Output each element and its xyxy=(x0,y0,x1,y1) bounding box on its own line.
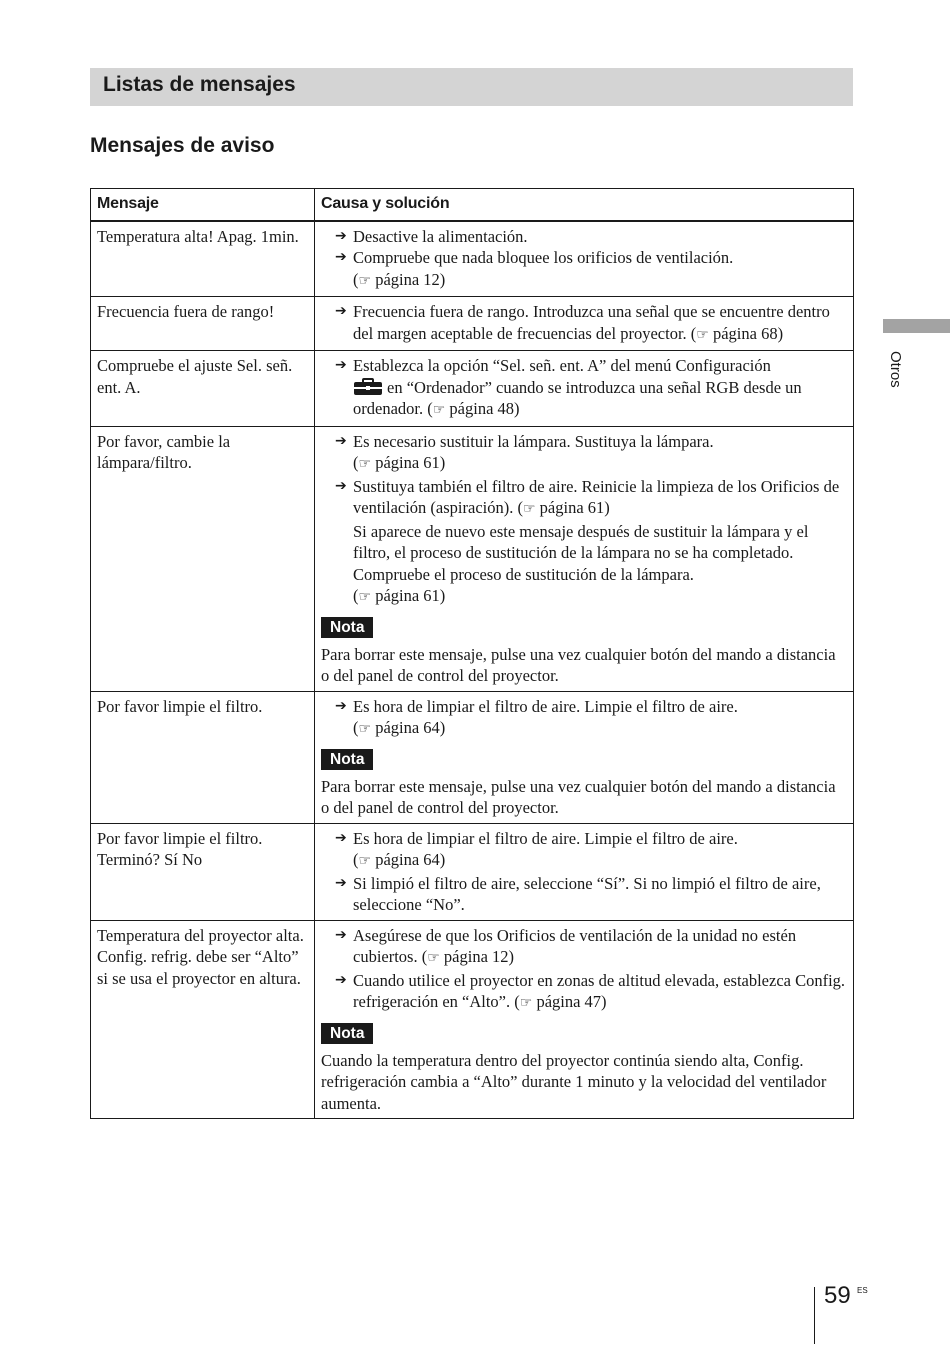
message-cell: Temperatura alta! Apag. 1min. xyxy=(91,221,315,297)
table-header-row xyxy=(91,189,854,221)
table-row xyxy=(91,351,854,427)
note-badge: Nota xyxy=(321,617,373,638)
note-badge: Nota xyxy=(321,1023,373,1044)
note-text: Para borrar este mensaje, pulse una vez cualquier botón del mando a distancia o del panel de control del proyector. xyxy=(321,644,836,685)
table-row xyxy=(91,221,854,297)
message-cell: Temperatura del proyector alta. Config. refrig. debe ser “Alto” si se usa el proyector en altura. xyxy=(91,920,315,1119)
pointing-hand-icon: ☞ xyxy=(519,995,533,1011)
arrow-right-icon: ➔ xyxy=(335,227,347,244)
arrow-right-icon: ➔ xyxy=(335,697,347,714)
note-text: Cuando la temperatura dentro del proyector continúa siendo alta, Config. refrigeración cambia a “Alto” durante 1 minuto y la velocidad del ventilador aumenta. xyxy=(321,1050,827,1113)
solution-cell xyxy=(315,920,854,1119)
solution-continuation: Si aparece de nuevo este mensaje después de sustituir la lámpara y el filtro, el proceso de sustitución de la lámpara no se ha completado. Compruebe el proceso de sustitución de la lámpara. (☞ página 61) xyxy=(353,521,809,605)
solution-bullet: ➔ Es hora de limpiar el filtro de aire. Limpie el filtro de aire. (☞ página 64) xyxy=(335,696,738,737)
solution-cell xyxy=(315,691,854,823)
arrow-right-icon: ➔ xyxy=(335,829,347,846)
solution-cell xyxy=(315,297,854,351)
note-text: Para borrar este mensaje, pulse una vez cualquier botón del mando a distancia o del panel de control del proyector. xyxy=(321,776,836,817)
table-row xyxy=(91,920,854,1119)
solution-bullet: ➔ Si limpió el filtro de aire, seleccione “Sí”. Si no limpió el filtro de aire, seleccione “No”. xyxy=(335,873,821,914)
page-number: 59 xyxy=(824,1282,851,1309)
pointing-hand-icon: ☞ xyxy=(358,456,372,472)
message-cell: Frecuencia fuera de rango! xyxy=(91,297,315,351)
table-row xyxy=(91,823,854,920)
arrow-right-icon: ➔ xyxy=(335,874,347,891)
solution-bullet: ➔ Asegúrese de que los Orificios de ventilación de la unidad no estén cubiertos. (☞ página 12) xyxy=(335,925,797,966)
solution-bullet: ➔ Es necesario sustituir la lámpara. Sustituya la lámpara. (☞ página 61) xyxy=(335,431,714,472)
pointing-hand-icon: ☞ xyxy=(358,589,372,605)
table-row xyxy=(91,426,854,691)
toolbox-icon xyxy=(353,378,383,396)
table-row xyxy=(91,297,854,351)
solution-cell xyxy=(315,221,854,297)
arrow-right-icon: ➔ xyxy=(335,432,347,449)
arrow-right-icon: ➔ xyxy=(335,926,347,943)
solution-bullet: ➔ Sustituya también el filtro de aire. Reinicie la limpieza de los Orificios de ventilación (aspiración). (☞ página 61) xyxy=(335,476,840,517)
solution-bullet: ➔ Cuando utilice el proyector en zonas de altitud elevada, establezca Config. refrigeración en “Alto”. (☞ página 47) xyxy=(335,970,846,1011)
pointing-hand-icon: ☞ xyxy=(522,501,536,517)
subsection-title: Mensajes de aviso xyxy=(90,134,275,157)
message-cell: Por favor limpie el filtro. xyxy=(91,691,315,823)
pointing-hand-icon: ☞ xyxy=(358,853,372,869)
pointing-hand-icon: ☞ xyxy=(427,950,440,966)
side-tab-marker xyxy=(883,319,950,333)
solution-bullet: ➔ Compruebe que nada bloquee los orificios de ventilación. (☞ página 12) xyxy=(335,248,734,289)
footer-divider xyxy=(814,1287,815,1344)
message-cell: Por favor limpie el filtro. Terminó? Sí No xyxy=(91,823,315,920)
section-title: Listas de mensajes xyxy=(103,73,296,96)
message-cell: Compruebe el ajuste Sel. señ. ent. A. xyxy=(91,351,315,427)
solution-cell xyxy=(315,351,854,427)
arrow-right-icon: ➔ xyxy=(335,971,347,988)
page-reference: página 48) xyxy=(449,399,520,418)
arrow-right-icon: ➔ xyxy=(335,303,347,319)
page-reference: página 12) xyxy=(443,947,515,966)
solution-bullet: ➔ Frecuencia fuera de rango. Introduzca una señal que se encuentre dentro del margen aceptable de frecuencias del proyector. (☞ página 68) xyxy=(335,302,830,343)
pointing-hand-icon: ☞ xyxy=(358,272,372,289)
page-reference: página 68) xyxy=(712,323,784,343)
section-header-bar xyxy=(90,68,853,106)
pointing-hand-icon: ☞ xyxy=(696,326,709,343)
side-tab-label: Otros xyxy=(887,351,904,388)
messages-table xyxy=(90,188,854,1119)
page-reference: página 64) xyxy=(375,718,446,737)
page-reference: página 64) xyxy=(375,850,446,869)
page-language-code: ES xyxy=(857,1286,868,1295)
solution-cell xyxy=(315,426,854,691)
message-cell: Por favor, cambie la lámpara/filtro. xyxy=(91,426,315,691)
solution-bullet: ➔ Establezca la opción “Sel. señ. ent. A” del menú Configuración en “Ordenador” cuando se introduzca una señal RGB desde un ordenador. (☞ página 48) xyxy=(335,356,802,418)
page-reference: página 61) xyxy=(375,453,446,472)
note-badge: Nota xyxy=(321,749,373,770)
solution-cell xyxy=(315,823,854,920)
arrow-right-icon: ➔ xyxy=(335,249,347,265)
arrow-right-icon: ➔ xyxy=(335,357,347,373)
table-row xyxy=(91,691,854,823)
solution-bullet: ➔ Desactive la alimentación. xyxy=(335,226,528,246)
column-header-message: Mensaje xyxy=(91,189,315,221)
page-reference: página 47) xyxy=(536,992,607,1011)
page-reference: página 12) xyxy=(375,269,446,289)
column-header-cause-solution: Causa y solución xyxy=(315,189,854,221)
pointing-hand-icon: ☞ xyxy=(432,402,446,418)
page-reference: página 61) xyxy=(539,498,610,517)
pointing-hand-icon: ☞ xyxy=(358,721,372,737)
solution-bullet: ➔ Es hora de limpiar el filtro de aire. Limpie el filtro de aire. (☞ página 64) xyxy=(335,828,738,869)
arrow-right-icon: ➔ xyxy=(335,477,347,494)
page-reference: página 61) xyxy=(375,586,446,605)
